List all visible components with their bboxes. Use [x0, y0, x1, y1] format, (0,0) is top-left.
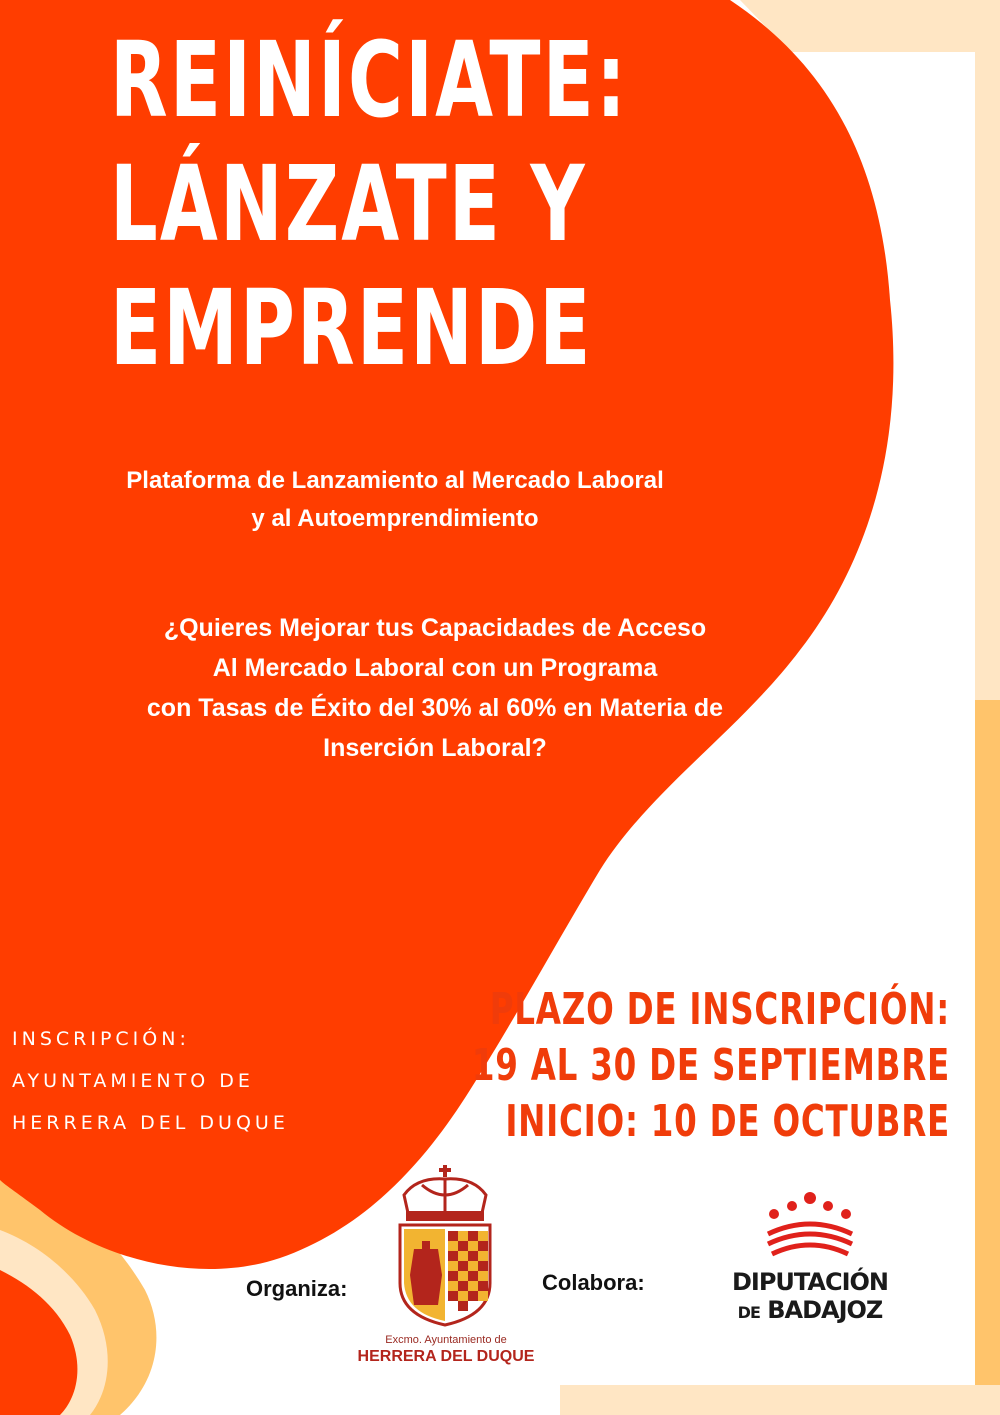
question-line-2: Al Mercado Laboral con un Programa: [212, 654, 658, 682]
main-title: [110, 18, 629, 390]
diputacion-badajoz: BADAJOZ: [767, 1296, 883, 1324]
question-line-4: Inserción Laboral?: [323, 734, 547, 762]
diputacion-de: DE: [737, 1303, 760, 1322]
organiza-label: Organiza:: [246, 1276, 348, 1301]
registration-dates: [250, 982, 950, 1150]
question-line-3: con Tasas de Éxito del 30% al 60% en Materia de: [146, 694, 724, 722]
question-line-1: ¿Quieres Mejorar tus Capacidades de Acceso: [163, 614, 707, 642]
question-text: [60, 608, 810, 768]
subtitle-line-1: Plataforma de Lanzamiento al Mercado Laboral: [126, 467, 664, 494]
title-line-2: LÁNZATE Y: [110, 143, 587, 265]
subtitle-line-2: y al Autoemprendimiento: [251, 505, 539, 532]
subtitle: [40, 462, 750, 538]
title-line-3: EMPRENDE: [110, 267, 593, 389]
inscription-line-2: AYUNTAMIENTO DE: [12, 1070, 254, 1092]
diputacion-name-line-2: [700, 1296, 920, 1324]
plazo-line-1: PLAZO DE INSCRIPCIÓN:: [489, 984, 950, 1035]
plazo-line-3: INICIO: 10 DE OCTUBRE: [505, 1096, 950, 1147]
plazo-line-2: 19 AL 30 DE SEPTIEMBRE: [471, 1040, 950, 1091]
inscription-line-3: HERRERA DEL DUQUE: [12, 1112, 289, 1134]
ayuntamiento-caption-small: Excmo. Ayuntamiento de: [385, 1334, 507, 1346]
right-orange-strip: [975, 700, 1000, 1415]
colabora-label: Colabora:: [542, 1270, 645, 1295]
diputacion-name-line-1: DIPUTACIÓN: [731, 1268, 889, 1296]
diputacion-de-badajoz-logo-icon: [762, 1188, 858, 1266]
title-line-1: REINÍCIATE:: [110, 19, 629, 141]
inscription-line-1: INSCRIPCIÓN:: [12, 1028, 190, 1050]
bottom-peach-band: [560, 1385, 1000, 1415]
herrera-del-duque-coat-of-arms-icon: [392, 1165, 498, 1333]
ayuntamiento-caption-name: HERRERA DEL DUQUE: [357, 1348, 535, 1365]
